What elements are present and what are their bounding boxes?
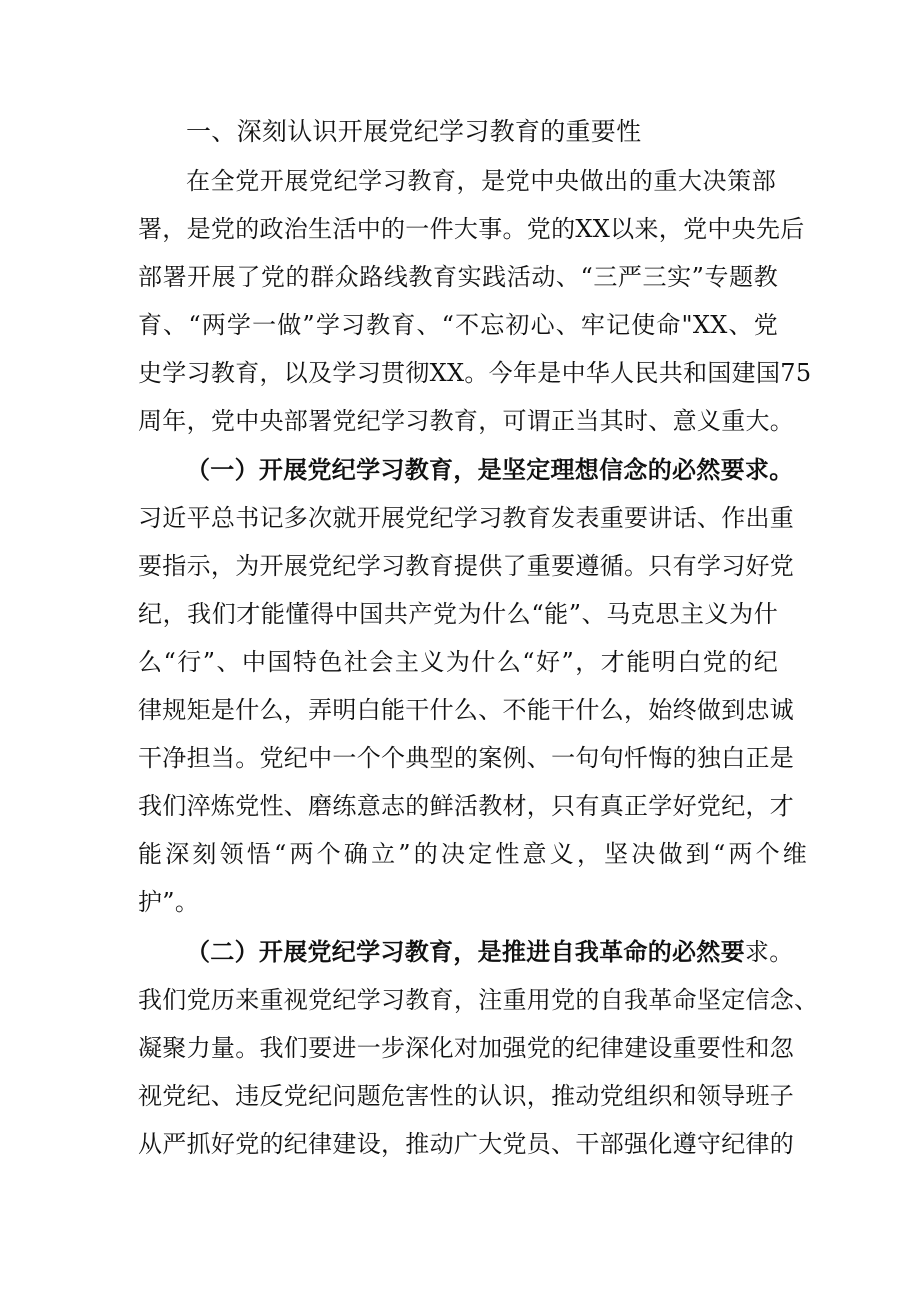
paragraph-line: 干净担当。党纪中一个个典型的案例、一句句忏悔的独白正是: [138, 744, 795, 772]
paragraph-line: 要指示，为开展党纪学习教育提供了重要遵循。只有学习好党: [138, 552, 795, 580]
paragraph-line: 凝聚力量。我们要进一步深化对加强党的纪律建设重要性和忽: [138, 1034, 795, 1062]
subheading: （二）开展党纪学习教育，是推进自我革命的必然要: [186, 937, 745, 966]
subheading: （一）开展党纪学习教育，是坚定理想信念的必然要求。: [186, 455, 794, 484]
paragraph-line: 周年，党中央部署党纪学习教育，可谓正当其时、意义重大。: [138, 407, 795, 435]
paragraph-line: 习近平总书记多次就开展党纪学习教育发表重要讲话、作出重: [138, 504, 795, 532]
paragraph-line: 从严抓好党的纪律建设，推动广大党员、干部强化遵守纪律的: [138, 1130, 795, 1158]
paragraph-line: 部署开展了党的群众路线教育实践活动、“三严三实”专题教: [138, 263, 778, 291]
subheading-tail: 求。: [744, 938, 794, 966]
paragraph-line: 么“行”、中国特色社会主义为什么“好”，才能明白党的纪: [138, 648, 778, 676]
paragraph-line: 我们淬炼党性、磨练意志的鲜活教材，只有真正学好党纪，才: [138, 792, 795, 820]
paragraph-line: 署，是党的政治生活中的一件大事。党的XX以来，党中央先后: [138, 215, 805, 243]
paragraph-line: 护”。: [138, 888, 200, 916]
paragraph-line: 史学习教育，以及学习贯彻XX。今年是中华人民共和国建国75: [138, 359, 812, 387]
paragraph-line: 在全党开展党纪学习教育，是党中央做出的重大决策部: [186, 167, 776, 195]
paragraph-line: 能深刻领悟“两个确立”的决定性意义，坚决做到“两个维: [138, 840, 811, 868]
paragraph-line: 纪，我们才能懂得中国共产党为什么“能”、马克思主义为什: [138, 600, 778, 628]
paragraph-line: 律规矩是什么，弄明白能干什么、不能干什么，始终做到忠诚: [138, 696, 795, 724]
paragraph-line: 我们党历来重视党纪学习教育，注重用党的自我革命坚定信念、: [138, 986, 819, 1014]
paragraph-line: 育、“两学一做”学习教育、“不忘初心、牢记使命"XX、党: [138, 311, 778, 339]
section-heading: 一、深刻认识开展党纪学习教育的重要性: [186, 117, 642, 146]
paragraph-line: 视党纪、违反党纪问题危害性的认识，推动党组织和领导班子: [138, 1082, 795, 1110]
